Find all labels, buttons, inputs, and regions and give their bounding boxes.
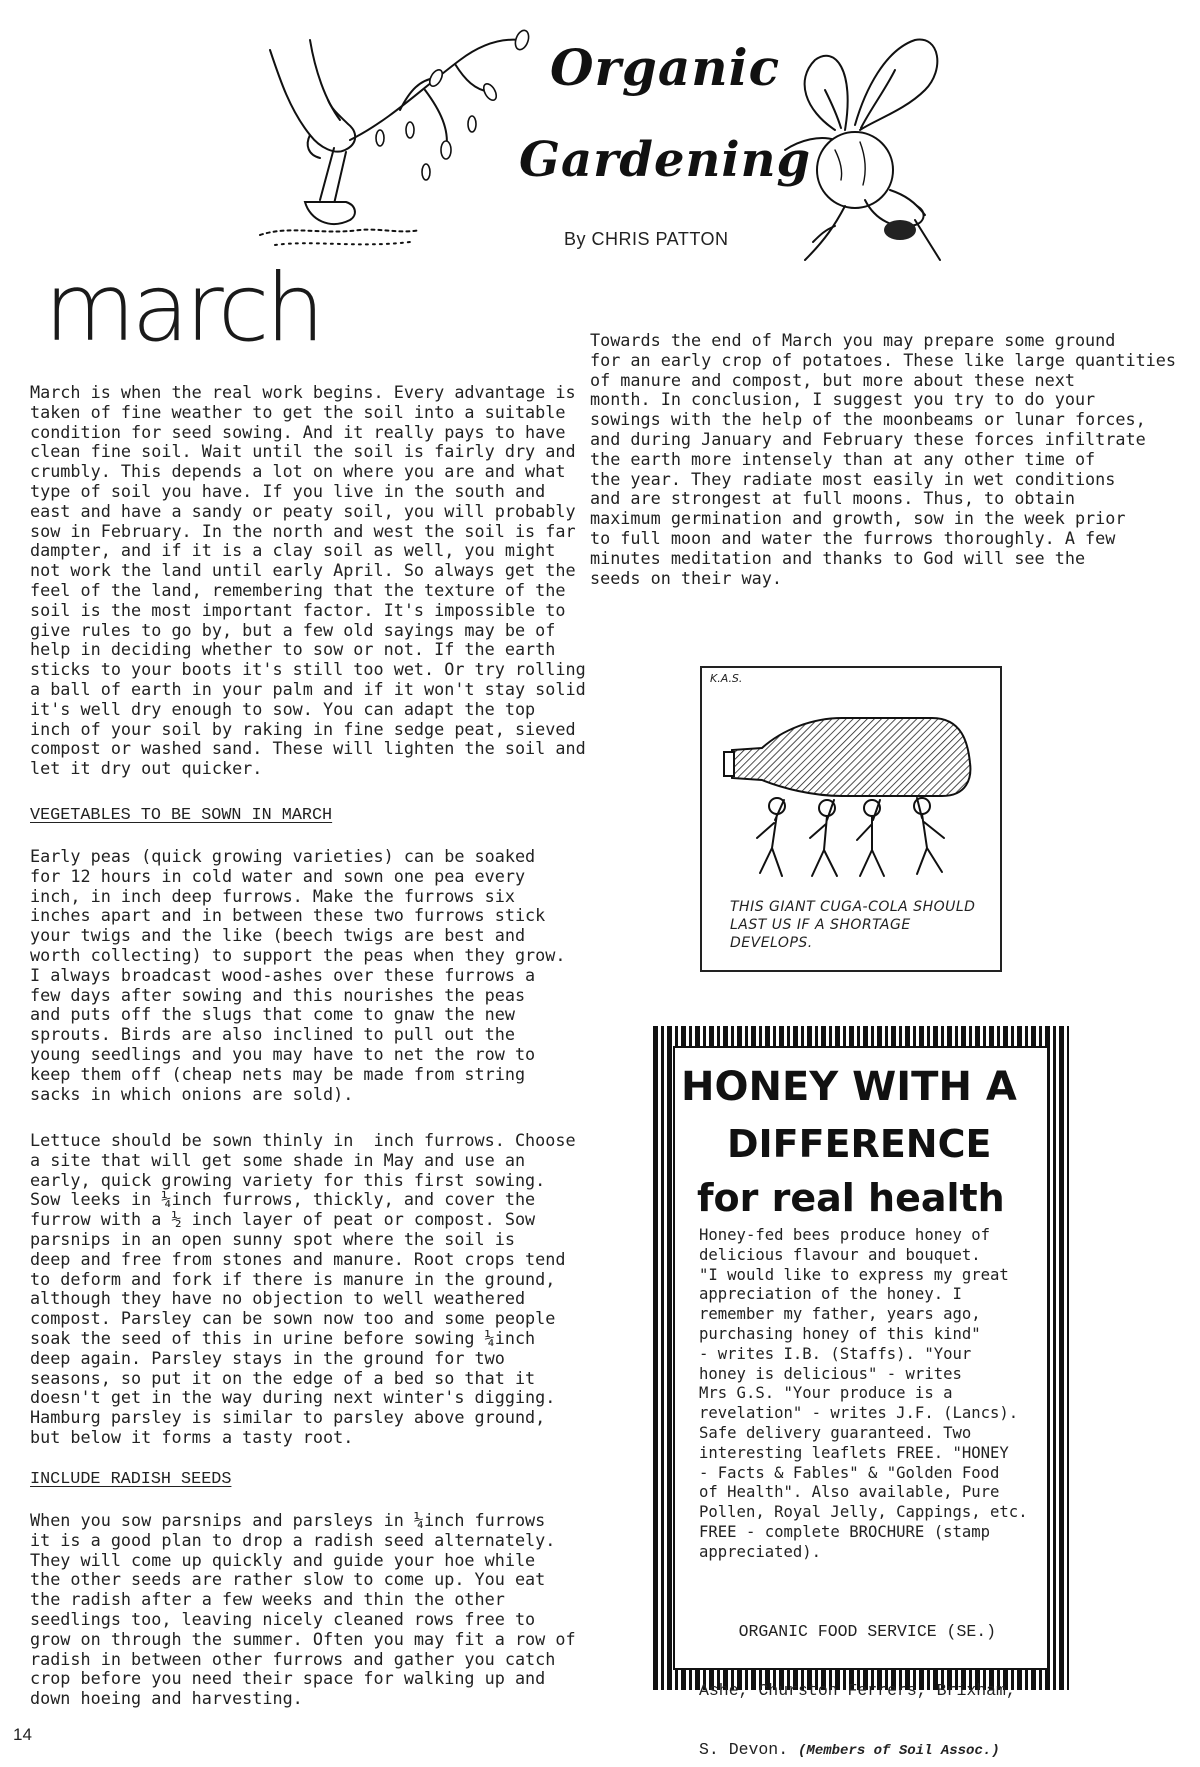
cartoon-signature: K.A.S. <box>710 672 743 685</box>
cartoon-caption: THIS GIANT CUGA-COLA SHOULD LAST US IF A SHORTAGE DEVELOPS. <box>730 899 976 951</box>
honey-advert <box>653 1026 1069 1760</box>
advert-address-line1: Ashe, Churston Ferrers, Brixham, <box>699 1680 1016 1700</box>
advert-contact <box>699 1582 1016 1767</box>
advert-membership: (Members of Soil Assoc.) <box>798 1743 1000 1760</box>
advert-headline-2: DIFFERENCE <box>727 1122 992 1166</box>
heading-radish: INCLUDE RADISH SEEDS <box>30 1470 232 1489</box>
advert-inner-border <box>673 1046 1049 1760</box>
advert-body: Honey-fed bees produce honey of delicious flavour and bouquet. "I would like to express my great appreciation of the honey. I remember my father, years ago, purchasing honey of this kind" - writes I.B. (Staffs). "Your honey is delicious" - writes Mrs G.S. "Your produce is a revelation" - writes J.F. (Lancs). Safe delivery guaranteed. Two interesting leaflets FREE. "HONEY - Facts & Fables" & "Golden Food of Health". Also available, Pure Pollen, Royal Jelly, Cappings, etc. FREE - complete BROCHURE (stamp appreciated). <box>699 1226 1028 1561</box>
potatoes-paragraph: Towards the end of March you may prepare some ground for an early crop of potatoes. These like large quantities of manure and compost, but more about these next month. In conclusion, I suggest you try to do your sowings with the help of the moonbeams or lunar forces, and during January and February these forces infiltrate the earth more intensely than at any other time of the year. They radiate most easily in wet conditions and are strongest at full moons. Thus, to obtain maximum germination and growth, sow in the week prior to full moon and water the furrows thoroughly. A few minutes meditation and thanks to God will see the seeds on their way. <box>590 330 1176 588</box>
advert-address-line2 <box>699 1740 1016 1762</box>
title-organic: Organic <box>550 38 781 97</box>
lettuce-paragraph: Lettuce should be sown thinly in inch furrows. Choose a site that will get some shade in May and use an early, quick growing variety for this first sowing. Sow leeks in ¼inch furrows, thickly, and cover the furrow with a ½ inch layer of peat or compost. Sow parsnips in an open sunny spot where the soil is deep and free from stones and manure. Root crops tend to deform and fork if there is manure in the ground, although they have no objection to well weathered compost. Parsley can be sown now too and some people soak the seed of this in urine before sowing ¼inch deep again. Parsley stays in the ground for two seasons, so put it on the edge of a bed so that it doesn't get in the way during next winter's digging. Hamburg parsley is similar to parsley above ground, but below it forms a tasty root. <box>30 1130 576 1447</box>
radish-paragraph: When you sow parsnips and parsleys in ¼inch furrows it is a good plan to drop a radish seed alternately. They will come up quickly and guide your hoe while the other seeds are rather slow to come up. You eat the radish after a few weeks and thin the other seedlings too, leaving nicely cleaned rows free to grow on through the summer. Often you may fit a row of radish in between other furrows and gather you catch crop before you need their space for walking up and down hoeing and harvesting. <box>30 1510 576 1709</box>
cartoon-panel <box>700 666 1002 972</box>
advert-headline-3: for real health <box>697 1176 1005 1220</box>
month-heading: march <box>44 254 322 363</box>
advert-company: ORGANIC FOOD SERVICE (SE.) <box>699 1621 997 1641</box>
title-gardening: Gardening <box>519 132 812 188</box>
peas-paragraph: Early peas (quick growing varieties) can be soaked for 12 hours in cold water and sown one pea every inch, in inch deep furrows. Make the furrows six inches apart and in between these two furrows stick your twigs and the like (beech twigs are best and worth collecting) to support the peas when they grow. I always broadcast wood-ashes over these furrows a few days after sowing and this nourishes the peas and puts off the slugs that come to gnaw the new sprouts. Birds are also inclined to pull out the young seedlings and you may have to net the row to keep them off (cheap nets may be made from string sacks in which onions are sold). <box>30 846 566 1104</box>
byline: By CHRIS PATTON <box>564 229 729 249</box>
advert-county: S. Devon. <box>699 1740 789 1760</box>
hand-trowel-illustration <box>250 20 540 255</box>
page-number: 14 <box>13 1725 32 1744</box>
giant-bottle-drawing <box>722 708 984 888</box>
advert-headline-1: HONEY WITH A <box>681 1064 1017 1110</box>
intro-paragraph: March is when the real work begins. Every advantage is taken of fine weather to get the soil into a suitable condition for seed sowing. And it really pays to have clean fine soil. Wait until the soil is fairly dry and crumbly. This depends a lot on where you are and what type of soil you have. If you live in the south and east and have a sandy or peaty soil, you will probably sow in February. In the north and west the soil is far dampter, and if it is a clay soil as well, you might not work the land until early April. So always get the feel of the land, remembering that the texture of the soil is the most important factor. It's impossible to give rules to go by, but a few old sayings may be of help in deciding whether to sow or not. If the earth sticks to your boots it's still too wet. Or try rolling a ball of earth in your palm and if it won't stay solid it's well dry enough to sow. You can adapt the top inch of your soil by raking in fine sedge peat, sieved compost or washed sand. These will lighten the soil and let it dry out quicker. <box>30 382 586 779</box>
beetroot-illustration <box>765 30 950 265</box>
heading-vegetables: VEGETABLES TO BE SOWN IN MARCH <box>30 806 333 825</box>
